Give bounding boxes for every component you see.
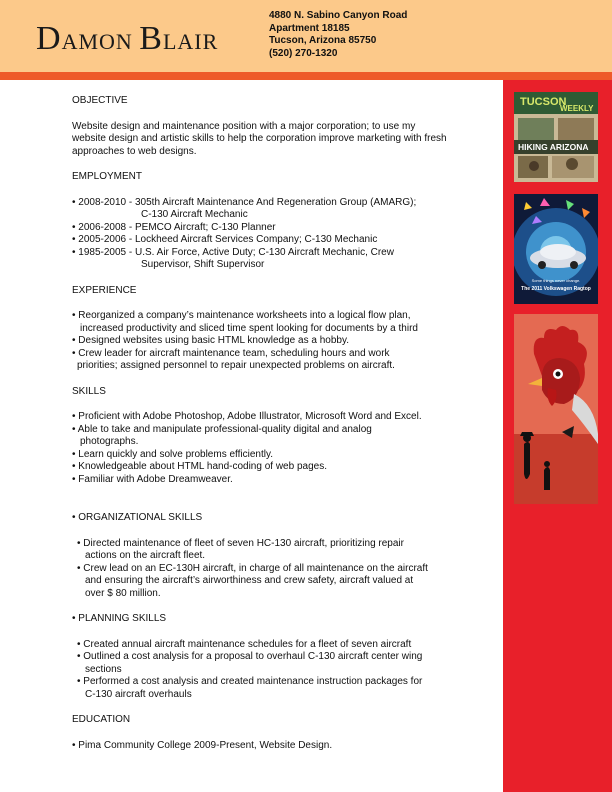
vw-tagline: Some things never change. [531,278,581,283]
experience-line: • Designed websites using basic HTML knowledge as a hobby. [72,335,349,346]
tucson-title: TUCSON [520,96,567,108]
skills-heading: SKILLS [72,385,106,397]
organizational-line: and ensuring the aircraft’s airworthiness and crew safety, aircraft valued at [85,575,414,586]
planning-line: sections [85,663,122,675]
candidate-name [36,20,218,58]
organizational-line: • Crew lead on an EC-130H aircraft, in charge of all maintenance on the aircraft [77,562,428,574]
employment-heading: EMPLOYMENT [72,171,143,182]
education-heading: EDUCATION [72,714,131,725]
employment-item-detail: Supervisor, Shift Supervisor [141,259,265,270]
tucson-weekly-art [514,92,598,182]
hiking-headline: HIKING ARIZONA [518,142,589,152]
organizational-heading: • ORGANIZATIONAL SKILLS [72,512,203,523]
objective-line: approaches to web designs. [72,145,197,157]
employment-item: • 2006-2008 - PEMCO Aircraft; C-130 Planner [72,221,276,233]
objective-heading: OBJECTIVE [72,95,128,106]
volkswagen-art [514,194,598,304]
planning-heading: • PLANNING SKILLS [72,613,167,624]
address-street: 4880 N. Sabino Canyon Road [269,10,408,21]
planning-line: C-130 aircraft overhauls [85,688,192,700]
experience-line: • Crew leader for aircraft maintenance team, scheduling hours and work [72,347,390,359]
address-apartment: Apartment 18185 [269,22,350,34]
skills-line: photographs. [80,436,139,447]
volkswagen-ad-thumbnail [514,194,598,304]
planning-line: • Outlined a cost analysis for a proposal to overhaul C-130 aircraft center wing [77,651,423,662]
rooster-illustration [514,314,598,504]
name-last-initial: B [139,20,163,57]
organizational-line: • Directed maintenance of fleet of seven HC-130 aircraft, prioritizing repair [77,537,404,549]
name-first-rest: AMON [61,29,133,54]
skills-line: • Knowledgeable about HTML hand-coding of web pages. [72,461,327,472]
experience-line: increased productivity and sliced time spent looking for documents by a third [80,322,418,334]
skills-line: • Learn quickly and solve problems efficiently. [72,448,274,460]
objective-line: Website design and maintenance position with a major corporation; to use my [72,120,416,132]
experience-line: • Reorganized a company’s maintenance worksheets into a logical flow plan, [72,310,411,321]
education-line: • Pima Community College 2009-Present, Website Design. [72,739,333,751]
experience-heading: EXPERIENCE [72,284,137,296]
planning-line: • Performed a cost analysis and created maintenance instruction packages for [77,676,423,687]
experience-line: priorities; assigned personnel to repair unexpected problems on aircraft. [77,360,395,371]
tucson-weekly-thumbnail [514,92,598,182]
header-rule [0,72,612,80]
employment-item: • 2005-2006 - Lockheed Aircraft Services Company; C-130 Mechanic [72,234,378,245]
name-last-rest: LAIR [162,29,219,54]
vw-caption: The 2011 Volkswagen Ragtop [521,286,591,292]
objective-line: website design and artistic skills to help the corporation improve marketing with fresh [72,133,447,144]
employment-item: • 2008-2010 - 305th Aircraft Maintenance And Regeneration Group (AMARG); [72,196,417,208]
organizational-line: over $ 80 million. [85,587,161,599]
address-phone: (520) 270-1320 [269,47,338,59]
employment-item: • 1985-2005 - U.S. Air Force, Active Duty; C-130 Aircraft Mechanic, Crew [72,246,394,258]
header-band [0,0,612,72]
resume-body [72,95,492,752]
organizational-line: actions on the aircraft fleet. [85,550,206,561]
rooster-art [514,314,598,504]
weekly-title: WEEKLY [560,104,594,113]
skills-line: • Able to take and manipulate professional-quality digital and analog [72,423,372,435]
name-first-initial: D [36,20,62,57]
skills-line: • Familiar with Adobe Dreamweaver. [72,473,233,485]
contact-address [269,10,407,60]
employment-item-detail: C-130 Aircraft Mechanic [141,209,248,220]
address-city: Tucson, Arizona 85750 [269,35,377,46]
skills-line: • Proficient with Adobe Photoshop, Adobe Illustrator, Microsoft Word and Excel. [72,411,422,422]
planning-line: • Created annual aircraft maintenance schedules for a fleet of seven aircraft [77,638,412,650]
